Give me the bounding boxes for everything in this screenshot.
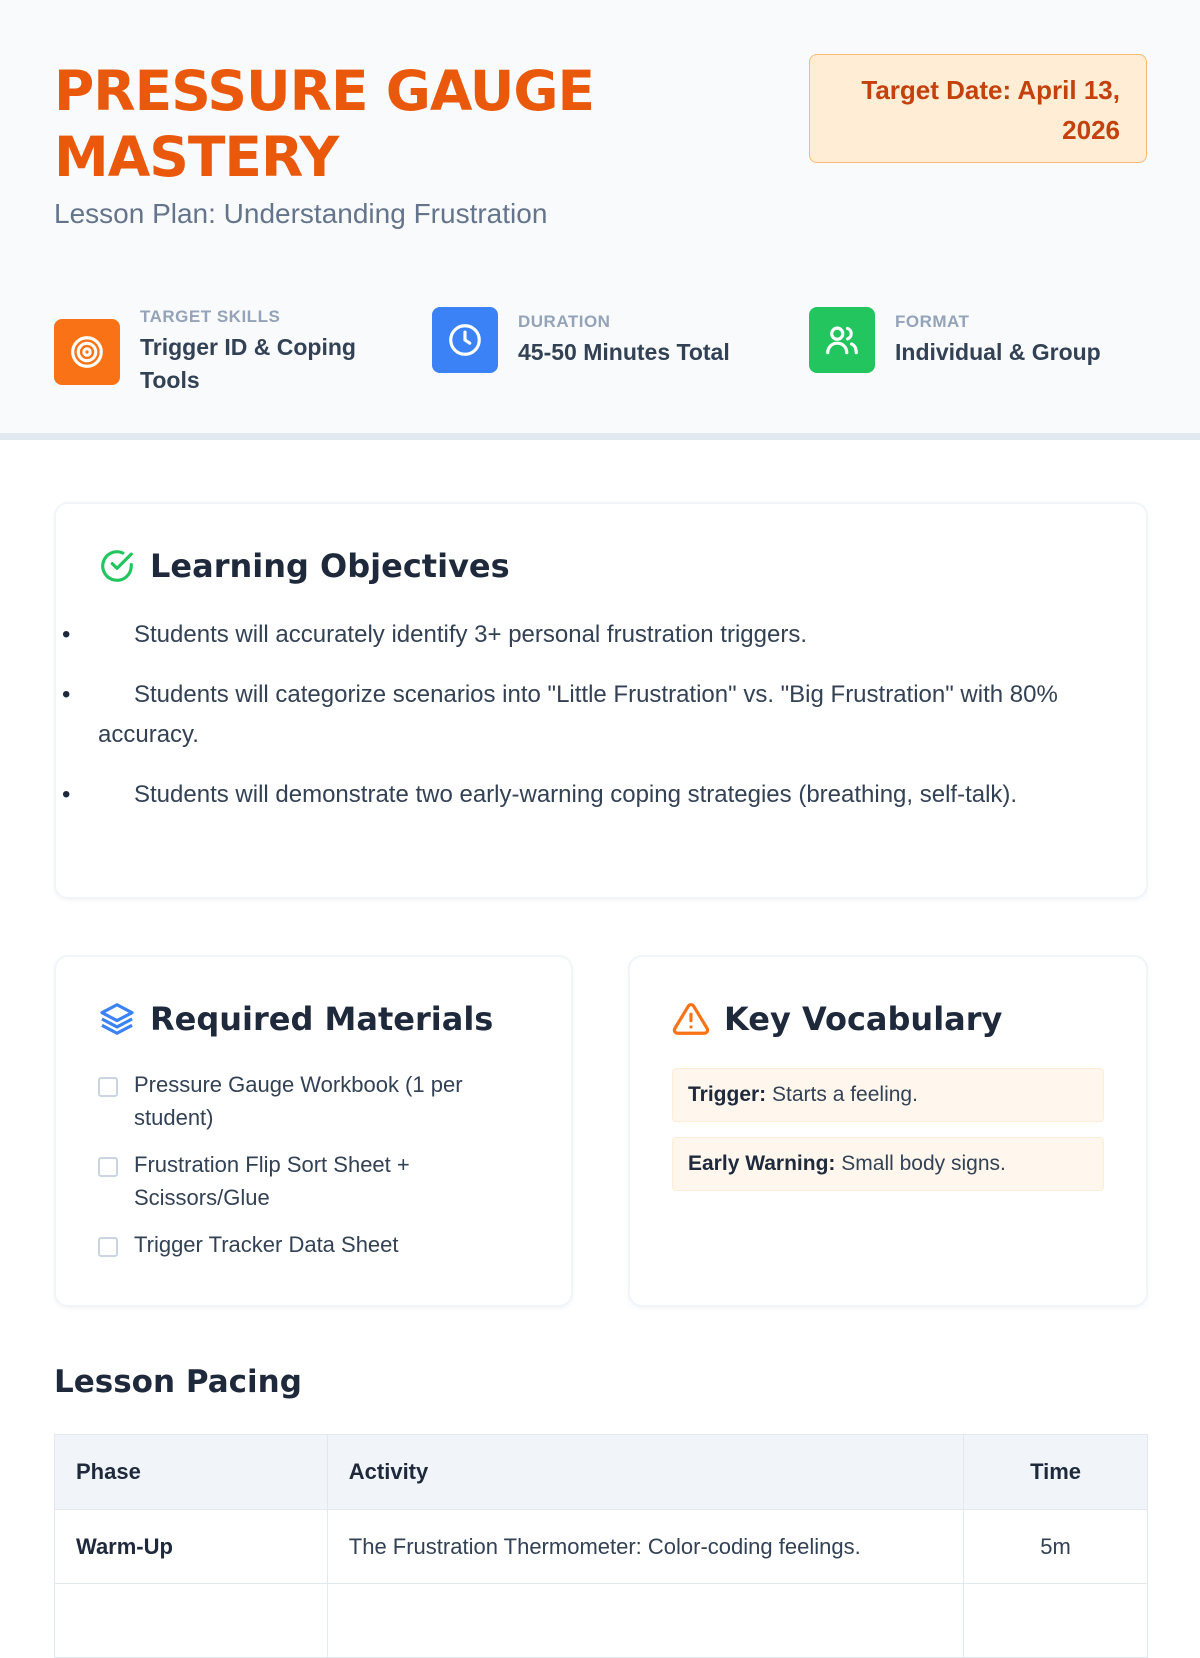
meta-label: DURATION [518,311,611,331]
table-row [55,1584,1148,1658]
target-date-badge: Target Date: April 13, 2026 [809,54,1147,163]
material-checkbox[interactable] [98,1237,118,1257]
lesson-pacing-table [54,1434,1148,1658]
lesson-pacing-heading: Lesson Pacing [54,1364,302,1400]
meta-format [809,307,1101,373]
column-header-time: Time [964,1435,1148,1510]
users-icon [809,307,875,373]
header [0,0,1200,440]
table-header-row [55,1435,1148,1510]
vocab-definition: Starts a feeling. [772,1083,918,1106]
vocabulary-title: Key Vocabulary [724,1000,1003,1038]
material-label: Pressure Gauge Workbook (1 per student) [134,1072,463,1130]
vocabulary-heading [672,1000,1104,1038]
list-item: • Students will accurately identify 3+ personal frustration triggers. [98,615,1104,655]
material-label: Trigger Tracker Data Sheet [134,1232,399,1257]
vocab-term: Trigger: [688,1083,767,1106]
material-item [98,1148,529,1214]
column-header-activity: Activity [327,1435,963,1510]
meta-target-skills [54,307,370,397]
objectives-list [98,615,1104,815]
required-materials-card [54,955,573,1307]
check-circle-icon [98,547,136,585]
page-title: PRESSURE GAUGE MASTERY [54,59,595,189]
meta-label: TARGET SKILLS [140,307,281,326]
material-item [98,1068,529,1134]
material-checkbox[interactable] [98,1077,118,1097]
learning-objectives-card [54,502,1148,899]
meta-label: FORMAT [895,311,970,331]
vocab-definition: Small body signs. [841,1152,1006,1175]
clock-icon [432,307,498,373]
objectives-heading [98,547,1104,585]
vocabulary-list [672,1068,1104,1191]
page-subtitle: Lesson Plan: Understanding Frustration [54,198,548,229]
time-cell: 5m [964,1510,1148,1584]
meta-value: Trigger ID & Coping Tools [140,334,356,393]
column-header-phase: Phase [55,1435,328,1510]
materials-heading [98,1000,529,1038]
meta-value: 45-50 Minutes Total [518,338,730,365]
objectives-title: Learning Objectives [150,547,510,585]
phase-cell: Warm-Up [55,1510,328,1584]
material-label: Frustration Flip Sort Sheet + Scissors/Glue [134,1152,410,1210]
vocab-item [672,1137,1104,1191]
vocab-term: Early Warning: [688,1152,836,1175]
material-item [98,1228,529,1261]
material-checkbox[interactable] [98,1157,118,1177]
list-item: • Students will demonstrate two early-warning coping strategies (breathing, self-talk). [98,775,1104,815]
warning-icon [672,1000,710,1038]
table-row [55,1510,1148,1584]
materials-list [98,1068,529,1261]
list-item: • Students will categorize scenarios into "Little Frustration" vs. "Big Frustration" with 80% accuracy. [98,675,1104,755]
materials-title: Required Materials [150,1000,494,1038]
target-icon [54,319,120,385]
key-vocabulary-card [628,955,1148,1307]
activity-cell: The Frustration Thermometer: Color-coding feelings. [327,1510,963,1584]
layers-icon [98,1000,136,1038]
vocab-item [672,1068,1104,1122]
meta-duration [432,307,730,373]
meta-value: Individual & Group [895,338,1101,365]
